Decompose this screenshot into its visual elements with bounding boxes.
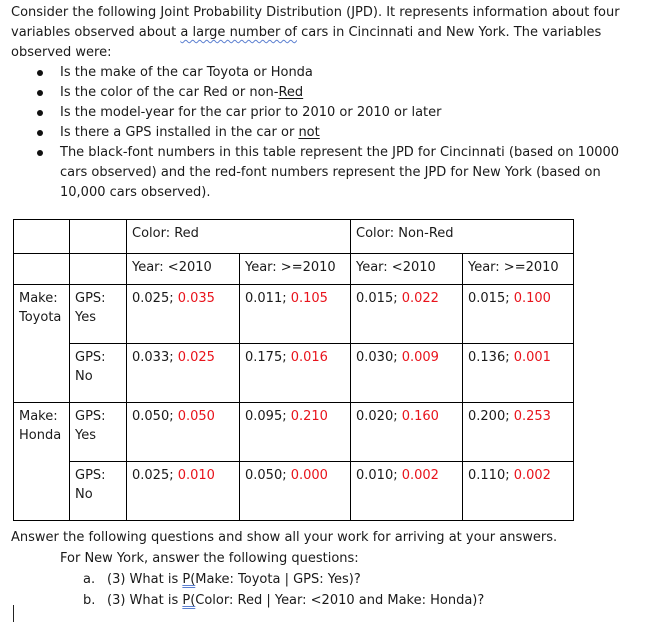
newyork-value: 0.016 <box>290 350 328 365</box>
instructions: Answer the following questions and show all your work for arriving at your answers. <box>11 530 558 545</box>
newyork-value: 0.025 <box>177 350 215 365</box>
cincinnati-value: 0.015; <box>468 291 514 306</box>
table-cell <box>351 344 463 403</box>
newyork-value: 0.105 <box>290 291 328 306</box>
question-text-part: (3) What is <box>107 572 183 587</box>
table-cell <box>463 344 574 403</box>
cincinnati-value: 0.015; <box>356 291 402 306</box>
table-cell <box>351 285 463 344</box>
newyork-value: 0.035 <box>177 291 215 306</box>
list-item <box>11 63 651 83</box>
cincinnati-value: 0.110; <box>468 468 514 483</box>
list-item <box>11 143 651 203</box>
table-cell <box>351 403 463 462</box>
question-marker: b. <box>83 593 96 608</box>
list-item-text: Is there a GPS installed in the car or <box>60 125 299 140</box>
table-header-row <box>14 220 574 254</box>
table-cell <box>463 462 574 521</box>
text-cursor[interactable] <box>13 605 14 622</box>
table-cell <box>127 285 240 344</box>
question-text-part: (3) What is <box>107 593 183 608</box>
header-year: Year: <2010 <box>351 254 463 285</box>
list-item <box>11 123 651 143</box>
cincinnati-value: 0.200; <box>468 409 514 424</box>
newyork-value: 0.010 <box>177 468 215 483</box>
table-cell <box>240 285 351 344</box>
list-item-text: Is the make of the car Toyota or Honda <box>60 65 313 80</box>
question-item <box>11 590 651 611</box>
cincinnati-value: 0.050; <box>132 409 178 424</box>
header-color-red: Color: Red <box>127 220 351 254</box>
table-cell <box>351 462 463 521</box>
list-item-text: Is the model-year for the car prior to 2010 or 2010 or later <box>60 105 442 120</box>
intro-line: Consider the following Joint Probability Distribution (JPD). It represents information about four <box>11 5 620 20</box>
intro-line: observed were: <box>11 45 112 60</box>
row-header-gps: GPS: No <box>70 344 127 403</box>
spell-marked-text: P( <box>182 593 196 608</box>
newyork-value: 0.009 <box>401 350 439 365</box>
newyork-value: 0.000 <box>290 468 328 483</box>
list-item-text: Is the color of the car Red or non- <box>60 85 279 100</box>
newyork-value: 0.002 <box>513 468 551 483</box>
row-header-make: Make: Honda <box>14 403 70 521</box>
spell-marked-text: a large number of <box>180 25 297 40</box>
newyork-value: 0.210 <box>290 409 328 424</box>
table-row <box>14 462 574 521</box>
cincinnati-value: 0.025; <box>132 468 178 483</box>
table-cell <box>240 403 351 462</box>
intro-text: cars in Cincinnati and New York. The variables <box>296 25 602 40</box>
table-cell <box>127 403 240 462</box>
header-year: Year: >=2010 <box>463 254 574 285</box>
underlined-text: Red <box>278 85 304 100</box>
table-row <box>14 285 574 344</box>
question-text-part: Color: Red | Year: <2010 and Make: Honda)? <box>195 593 485 608</box>
cincinnati-value: 0.030; <box>356 350 402 365</box>
intro-text: variables observed about <box>11 25 181 40</box>
question-text <box>83 569 361 590</box>
table-cell <box>463 285 574 344</box>
table-cell <box>127 462 240 521</box>
header-year: Year: >=2010 <box>240 254 351 285</box>
intro-section <box>11 3 651 203</box>
question-list <box>11 569 651 611</box>
newyork-value: 0.050 <box>177 409 215 424</box>
table-cell <box>14 220 70 254</box>
newyork-value: 0.001 <box>513 350 551 365</box>
cincinnati-value: 0.136; <box>468 350 514 365</box>
cincinnati-value: 0.025; <box>132 291 178 306</box>
newyork-value: 0.002 <box>401 468 439 483</box>
newyork-value: 0.253 <box>513 409 551 424</box>
table-header-row <box>14 254 574 285</box>
cincinnati-value: 0.020; <box>356 409 402 424</box>
row-header-make: Make: Toyota <box>14 285 70 403</box>
newyork-value: 0.022 <box>401 291 439 306</box>
cincinnati-value: 0.175; <box>245 350 291 365</box>
list-item-text: The black-font numbers in this table represent the JPD for Cincinnati (based on 10000 cars observed) and the red-font numbers represent the JPD for New York (based on 10,000 cars observed). <box>60 145 620 200</box>
cincinnati-value: 0.050; <box>245 468 291 483</box>
list-item <box>11 103 651 123</box>
table-row <box>14 344 574 403</box>
row-header-gps: GPS: No <box>70 462 127 521</box>
table-cell <box>70 220 127 254</box>
cincinnati-value: 0.033; <box>132 350 178 365</box>
intro-line <box>11 23 651 43</box>
row-header-gps: GPS: Yes <box>70 403 127 462</box>
question-text <box>83 590 484 611</box>
question-item <box>11 569 651 590</box>
table-cell <box>14 254 70 285</box>
underlined-text: not <box>298 125 320 140</box>
questions-section <box>11 527 651 611</box>
question-text-part: Make: Toyota | GPS: Yes)? <box>195 572 361 587</box>
table-cell <box>463 403 574 462</box>
table-cell <box>240 462 351 521</box>
jpd-table <box>13 219 574 521</box>
question-marker: a. <box>83 572 96 587</box>
table-cell <box>70 254 127 285</box>
cincinnati-value: 0.011; <box>245 291 291 306</box>
newyork-value: 0.160 <box>401 409 439 424</box>
header-color-nonred: Color: Non-Red <box>351 220 574 254</box>
subheading: For New York, answer the following questions: <box>60 551 359 566</box>
cincinnati-value: 0.010; <box>356 468 402 483</box>
spell-marked-text: P( <box>182 572 196 587</box>
variable-list <box>11 63 651 203</box>
header-year: Year: <2010 <box>127 254 240 285</box>
row-header-gps: GPS: Yes <box>70 285 127 344</box>
table-cell <box>127 344 240 403</box>
cincinnati-value: 0.095; <box>245 409 291 424</box>
table-cell <box>240 344 351 403</box>
table-row <box>14 403 574 462</box>
newyork-value: 0.100 <box>513 291 551 306</box>
list-item <box>11 83 651 103</box>
